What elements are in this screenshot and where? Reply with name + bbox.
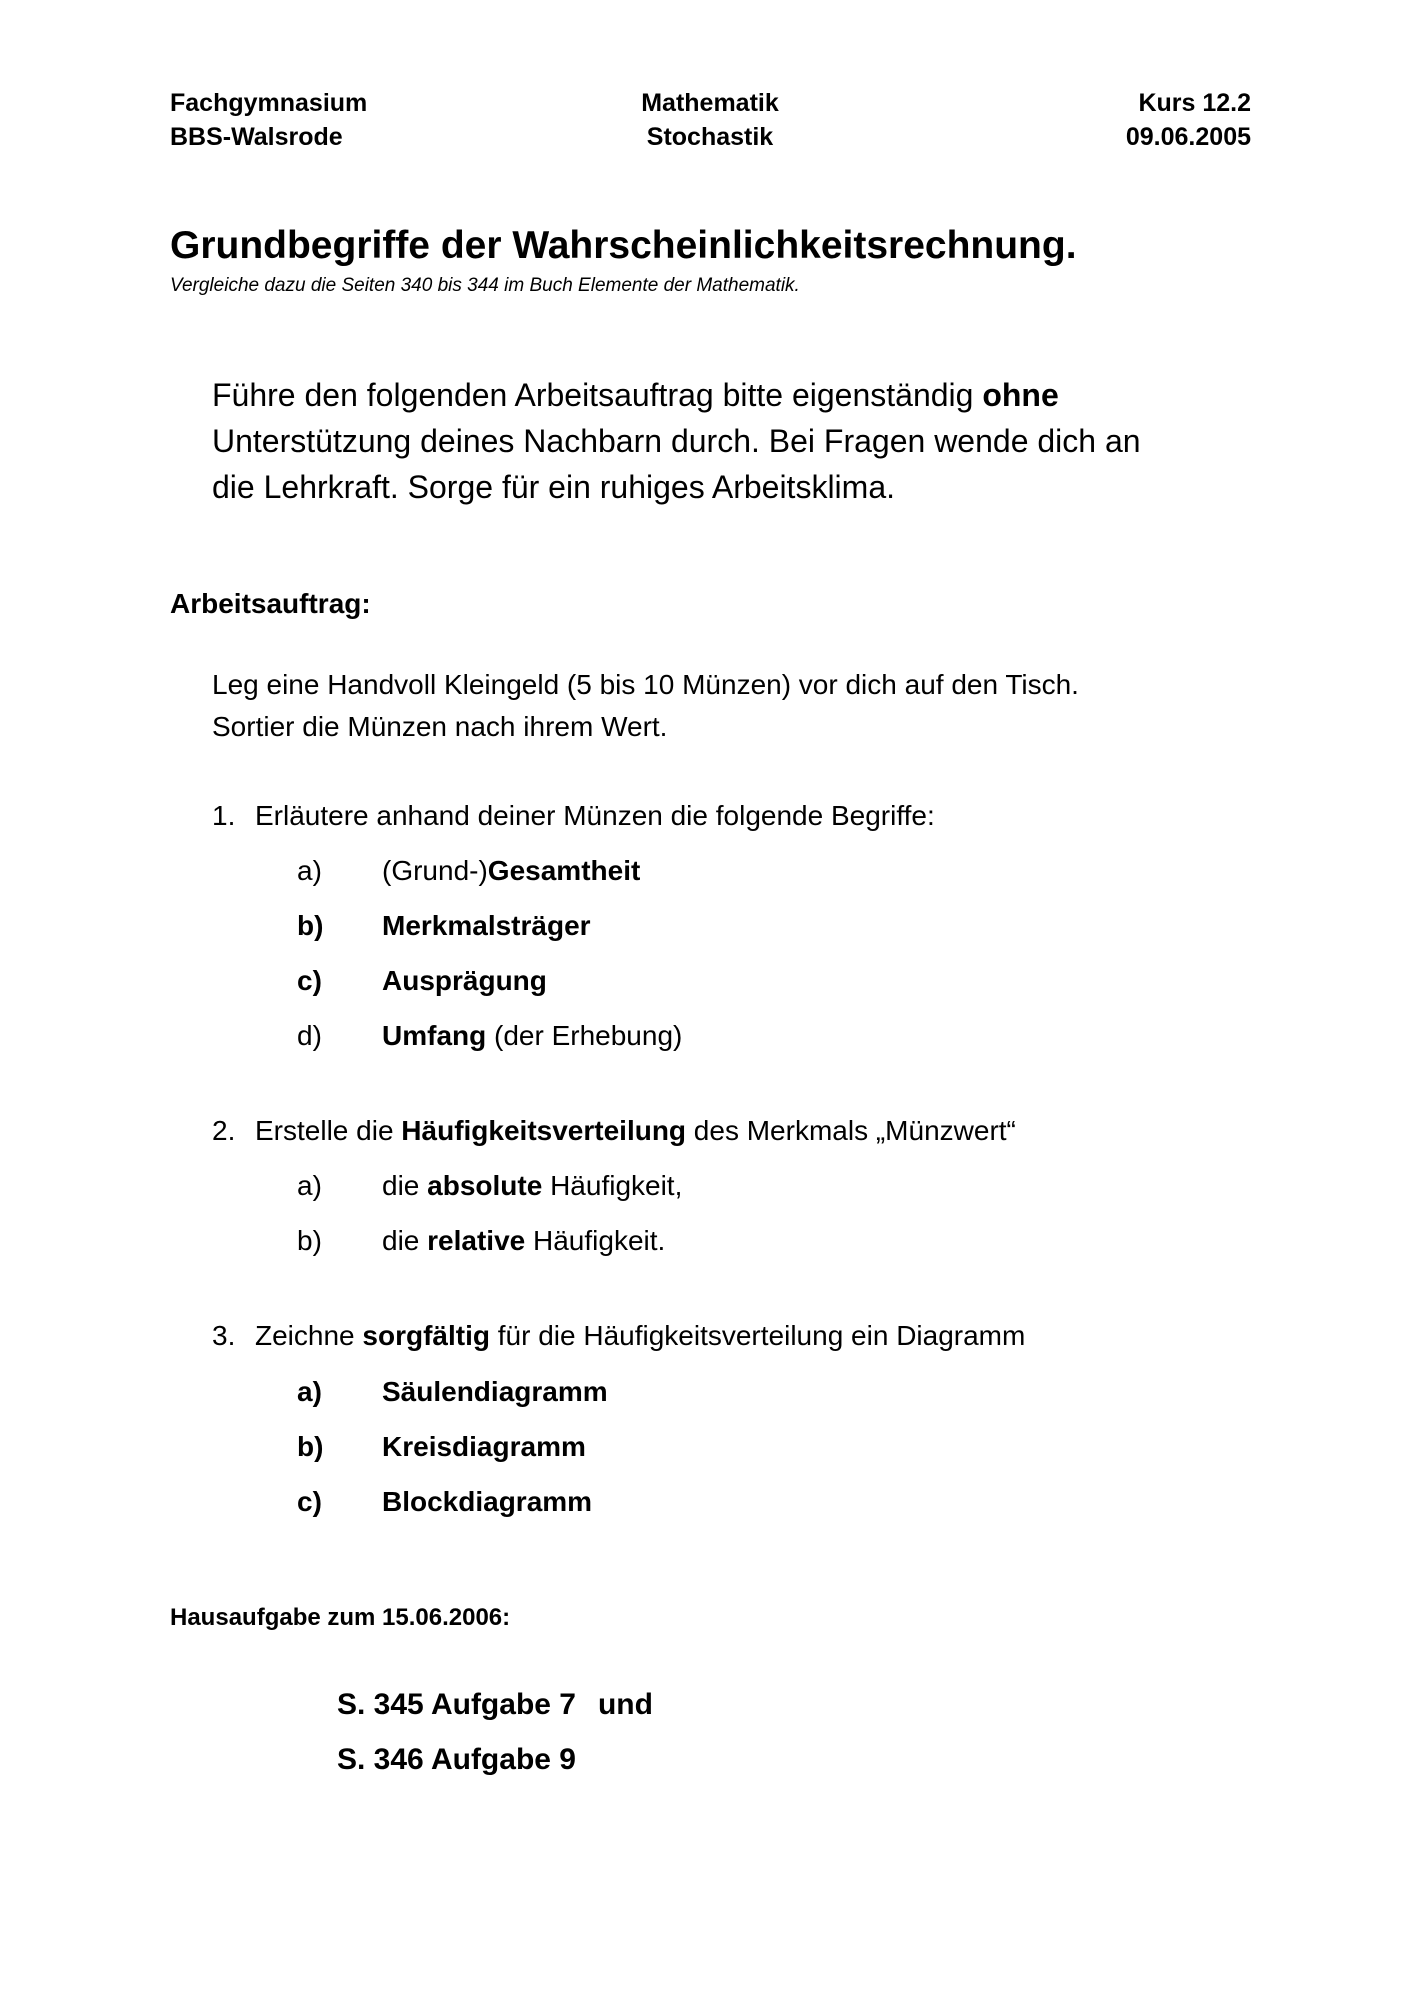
question-number: 2. [212,1115,236,1146]
header-date: 09.06.2005 [1125,123,1251,151]
item-term: Gesamtheit [487,855,641,886]
item-label: b) [297,1225,322,1256]
item-pre: die [382,1225,428,1256]
question-2 [212,1115,1016,1147]
question-term: sorgfältig [362,1320,490,1351]
item-label: a) [297,855,322,886]
intro-line-1 [212,372,1272,418]
question-text-post: für die Häufigkeitsverteilung ein Diagramm [489,1320,1026,1351]
header-center [600,86,820,154]
item-label: b) [297,1431,324,1462]
task-line-1: Leg eine Handvoll Kleingeld (5 bis 10 Münzen) vor dich auf den Tisch. [212,669,1079,700]
intro-paragraph [212,372,1272,510]
question-term: Häufigkeitsverteilung [401,1115,687,1146]
homework-connector: und [597,1688,653,1721]
header-school: Fachgymnasium [170,89,368,117]
header-topic: Stochastik [646,123,774,151]
item-label: b) [297,910,324,941]
question-text-post: des Merkmals „Münzwert“ [686,1115,1016,1146]
item-pre: (Grund-) [382,855,488,886]
intro-line-3: die Lehrkraft. Sorge für ein ruhiges Arbeitsklima. [212,469,895,505]
header-course: Kurs 12.2 [1138,89,1251,117]
item-term: absolute [427,1170,543,1201]
question-3 [212,1320,1025,1352]
item-post: (der Erhebung) [486,1020,683,1051]
item-term: Ausprägung [382,965,547,996]
item-term: Umfang [382,1020,487,1051]
header-site: BBS-Walsrode [170,123,343,151]
q3-item-b [297,1431,586,1463]
q3-item-c [297,1486,592,1518]
homework-heading: Hausaufgabe zum 15.06.2006: [170,1604,511,1631]
item-post: Häufigkeit, [542,1170,683,1201]
q1-item-d [297,1020,682,1052]
q2-item-b [297,1225,665,1257]
page-title: Grundbegriffe der Wahrscheinlichkeitsrechnung. [170,224,1077,267]
item-label: c) [297,1486,322,1517]
q1-item-c [297,965,547,997]
header-left [170,86,367,154]
item-pre: die [382,1170,428,1201]
item-label: a) [297,1376,322,1407]
intro-line-2: Unterstützung deines Nachbarn durch. Bei Fragen wende dich an [212,423,1141,459]
item-term: Blockdiagramm [382,1486,593,1517]
item-term: Merkmalsträger [382,910,591,941]
homework-assignment-1: S. 345 Aufgabe 7 [337,1688,576,1721]
item-label: d) [297,1020,322,1051]
q2-item-a [297,1170,682,1202]
q1-item-a [297,855,640,887]
item-term: relative [427,1225,526,1256]
item-label: c) [297,965,322,996]
homework-line-2: S. 346 Aufgabe 9 [337,1743,576,1776]
section-title: Arbeitsauftrag: [170,588,371,619]
item-term: Säulendiagramm [382,1376,608,1407]
item-label: a) [297,1170,322,1201]
header-right [1126,86,1251,154]
page-subtitle: Vergleiche dazu die Seiten 340 bis 344 im Buch Elemente der Mathematik. [170,275,800,296]
item-post: Häufigkeit. [525,1225,666,1256]
homework-line-1 [337,1688,653,1722]
item-term: Kreisdiagramm [382,1431,586,1462]
question-number: 1. [212,800,236,831]
task-paragraph [212,664,1079,748]
question-text-pre: Zeichne [255,1320,363,1351]
task-line-2: Sortier die Münzen nach ihrem Wert. [212,711,668,742]
question-text-pre: Erstelle die [255,1115,402,1146]
question-1 [212,800,935,832]
question-number: 3. [212,1320,236,1351]
q1-item-b [297,910,591,942]
intro-emphasis: ohne [982,377,1059,413]
intro-line-1-text: Führe den folgenden Arbeitsauftrag bitte eigenständig [212,377,983,413]
header-subject: Mathematik [641,89,779,117]
q3-item-a [297,1376,608,1408]
question-text: Erläutere anhand deiner Münzen die folgende Begriffe: [255,800,935,831]
